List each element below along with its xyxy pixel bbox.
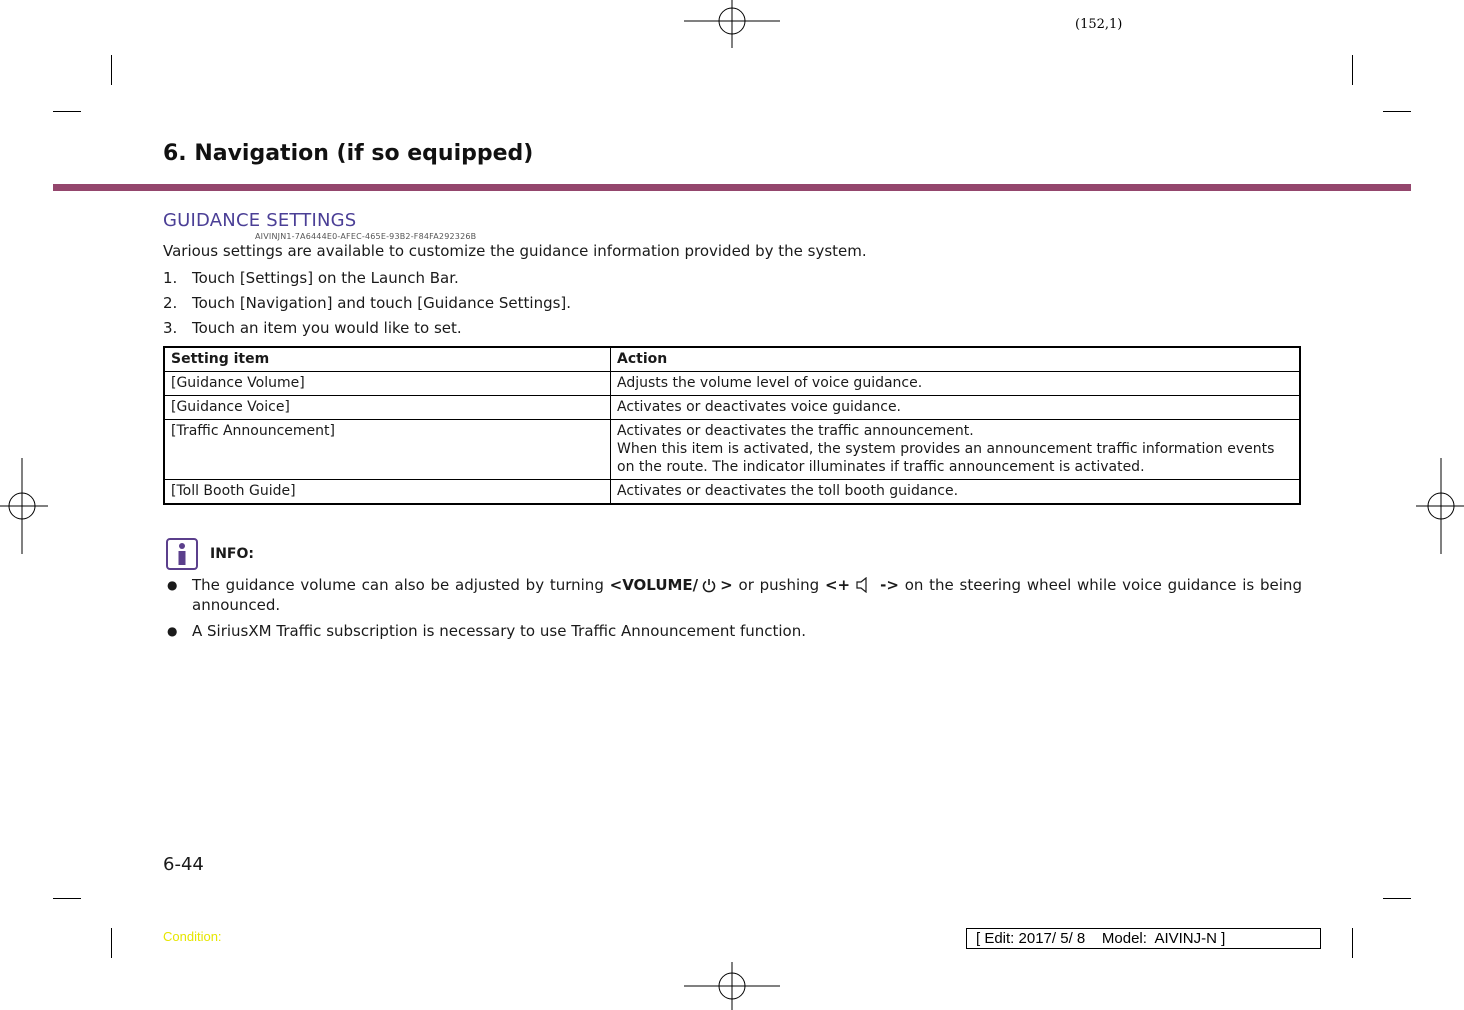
table-header-row: [164, 347, 1300, 372]
crop-mark: [111, 928, 112, 958]
step-text: Touch an item you would like to set.: [192, 319, 462, 337]
settings-table: [163, 346, 1301, 505]
volume-control-label: <VOLUME/: [609, 576, 699, 594]
step-text: Touch [Settings] on the Launch Bar.: [192, 269, 459, 287]
action-cell: [611, 420, 1301, 480]
bullet-text: A SiriusXM Traffic subscription is necessary to use Traffic Announcement function.: [192, 622, 807, 640]
document-id: AIVINJN1-7A6444E0-AFEC-465E-93B2-F84FA292326B: [255, 232, 477, 241]
minus-control-label: ->: [880, 576, 899, 594]
setting-item-cell: [Traffic Announcement]: [164, 420, 611, 480]
header-setting-item: Setting item: [164, 347, 611, 372]
registration-mark-icon: [1416, 458, 1464, 554]
bullet-text-part: The guidance volume can also be adjusted by turning: [192, 576, 604, 594]
bullet-text-part: or pushing: [738, 576, 820, 594]
bullet-icon: ●: [167, 578, 178, 592]
table-row: [164, 420, 1300, 480]
step-text: Touch [Navigation] and touch [Guidance Settings].: [192, 294, 572, 312]
info-label: INFO:: [210, 546, 254, 562]
crop-mark: [1352, 55, 1353, 85]
crop-mark: [53, 898, 81, 899]
table-row: [164, 396, 1300, 420]
section-title: 6. Navigation (if so equipped): [163, 141, 534, 166]
plus-control-label: <+: [824, 576, 851, 594]
section-rule: [53, 184, 1411, 191]
edit-info-box: [ Edit: 2017/ 5/ 8 Model: AIVINJ-N ]: [966, 928, 1321, 949]
setting-item-cell: [Guidance Volume]: [164, 372, 611, 396]
crop-mark: [111, 55, 112, 85]
info-icon: [166, 538, 198, 570]
page-number: 6-44: [163, 854, 204, 875]
speaker-icon: [854, 577, 876, 593]
sub-heading: GUIDANCE SETTINGS: [163, 210, 357, 231]
bullet-text: [192, 575, 1302, 615]
step-item: [163, 294, 571, 319]
table-row: [164, 480, 1300, 505]
action-cell: Adjusts the volume level of voice guidance.: [611, 372, 1301, 396]
step-number: 1.: [163, 269, 178, 287]
step-item: [163, 269, 571, 294]
action-cell: Activates or deactivates voice guidance.: [611, 396, 1301, 420]
list-item: [163, 621, 1302, 641]
setting-item-cell: [Guidance Voice]: [164, 396, 611, 420]
condition-label: Condition:: [163, 929, 222, 944]
crop-mark: [1352, 928, 1353, 958]
table-row: [164, 372, 1300, 396]
page-code: (152,1): [1075, 17, 1123, 32]
crop-mark: [53, 111, 81, 112]
steps-list: [163, 269, 571, 344]
action-detail-text: When this item is activated, the system provides an announcement traffic information events on the route. The indicator illuminates if traffic announcement is activated.: [617, 441, 1275, 475]
registration-mark-icon: [684, 962, 780, 1010]
action-cell: Activates or deactivates the toll booth guidance.: [611, 480, 1301, 505]
bullet-text-part: on the steering wheel while voice guidance is being announced.: [192, 576, 1302, 614]
volume-control-close: >: [720, 576, 733, 594]
step-number: 2.: [163, 294, 178, 312]
registration-mark-icon: [0, 458, 48, 554]
step-item: [163, 319, 571, 344]
bullet-icon: ●: [167, 624, 178, 638]
crop-mark: [1383, 111, 1411, 112]
list-item: [163, 575, 1302, 615]
step-number: 3.: [163, 319, 178, 337]
intro-paragraph: Various settings are available to customize the guidance information provided by the system.: [163, 242, 867, 260]
action-text: Activates or deactivates the traffic announcement.: [617, 423, 974, 439]
info-bullet-list: [163, 575, 1302, 647]
setting-item-cell: [Toll Booth Guide]: [164, 480, 611, 505]
header-action: Action: [611, 347, 1301, 372]
power-icon: [702, 578, 716, 593]
crop-mark: [1383, 898, 1411, 899]
registration-mark-icon: [684, 0, 780, 48]
